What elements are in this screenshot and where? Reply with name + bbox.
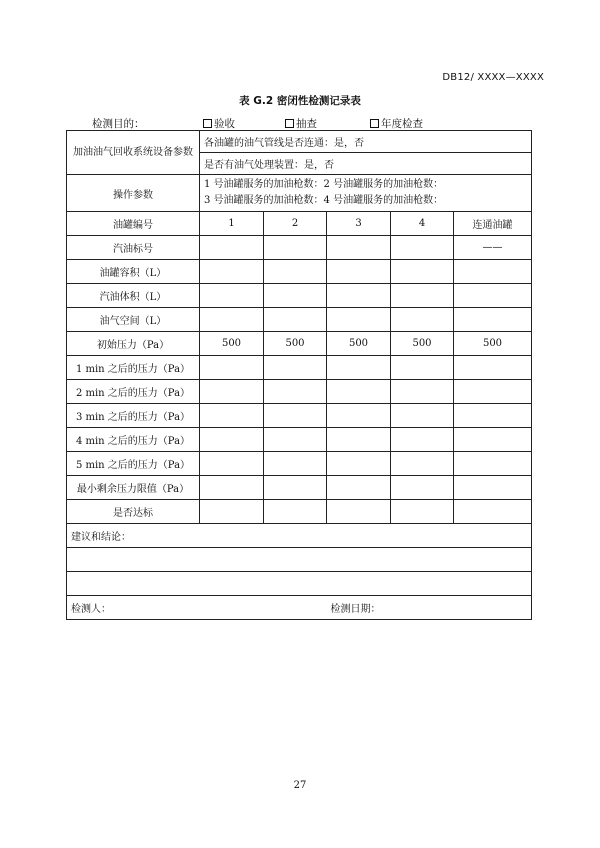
row-label: 油罐容积（L） [67,260,200,284]
data-cell[interactable] [391,476,454,500]
row-label: 5 min 之后的压力（Pa） [67,452,200,476]
airtightness-record-table [66,130,532,620]
table-row [67,260,532,284]
nozzle-count-line: 3 号油罐服务的加油枪数：4 号油罐服务的加油枪数： [204,195,444,206]
conclusion-blank-row [67,548,532,572]
data-cell[interactable]: 500 [200,332,264,356]
data-cell[interactable] [454,356,532,380]
data-cell[interactable] [327,260,391,284]
data-cell[interactable] [327,236,391,260]
data-cell[interactable] [454,452,532,476]
data-cell[interactable] [200,428,264,452]
data-cell[interactable] [391,452,454,476]
vrs-param-label: 加油油气回收系统设备参数 [67,131,200,175]
conclusion-field[interactable] [67,572,532,596]
data-cell[interactable] [200,476,264,500]
table-row [67,332,532,356]
data-cell[interactable] [454,380,532,404]
table-row [67,404,532,428]
processing-device-question[interactable]: 是否有油气处理装置：是，否 [200,153,532,175]
data-cell[interactable] [454,404,532,428]
data-cell[interactable] [391,356,454,380]
row-label: 1 min 之后的压力（Pa） [67,356,200,380]
data-cell[interactable] [264,500,327,524]
data-cell[interactable] [391,236,454,260]
data-cell[interactable] [327,428,391,452]
data-cell[interactable] [264,308,327,332]
data-cell[interactable] [200,452,264,476]
purpose-option-label: 抽查 [296,118,317,130]
purpose-option-spot-check[interactable] [285,116,317,131]
conclusion-label: 建议和结论： [67,524,532,548]
operation-param-label: 操作参数 [67,175,200,212]
operation-param-value[interactable] [200,175,532,212]
table-caption: 表 G.2 密闭性检测记录表 [239,95,361,107]
data-cell[interactable] [264,404,327,428]
tank-number-cell: 2 [264,212,327,236]
inspector-field[interactable]: 检测人： [67,596,327,620]
table-row [67,175,532,212]
data-cell[interactable] [200,308,264,332]
data-cell[interactable] [200,500,264,524]
row-label: 汽油标号 [67,236,200,260]
data-cell[interactable] [454,476,532,500]
row-label: 4 min 之后的压力（Pa） [67,428,200,452]
data-cell[interactable] [327,476,391,500]
conclusion-row [67,524,532,548]
conclusion-blank-row [67,572,532,596]
conclusion-field[interactable] [67,548,532,572]
data-cell[interactable] [264,356,327,380]
data-cell[interactable] [454,500,532,524]
inspection-date-field[interactable]: 检测日期： [327,596,532,620]
tank-number-cell: 3 [327,212,391,236]
tank-number-cell: 1 [200,212,264,236]
purpose-option-annual[interactable] [370,116,423,131]
data-cell[interactable] [327,500,391,524]
data-cell[interactable]: 500 [264,332,327,356]
data-cell[interactable]: —— [454,236,532,260]
tank-number-cell: 连通油罐 [454,212,532,236]
data-cell[interactable] [391,428,454,452]
data-cell[interactable] [200,356,264,380]
data-cell[interactable] [200,236,264,260]
nozzle-count-line: 1 号油罐服务的加油枪数：2 号油罐服务的加油枪数： [204,179,444,190]
checkbox-icon[interactable] [203,119,212,128]
data-cell[interactable] [327,404,391,428]
data-cell[interactable] [264,452,327,476]
purpose-option-label: 验收 [214,118,235,130]
data-cell[interactable] [327,380,391,404]
data-cell[interactable] [454,308,532,332]
data-cell[interactable] [454,260,532,284]
row-label: 2 min 之后的压力（Pa） [67,380,200,404]
inspection-purpose [92,116,532,130]
table-row [67,476,532,500]
data-cell[interactable] [391,500,454,524]
data-cell[interactable] [264,284,327,308]
tank-number-cell: 4 [391,212,454,236]
tank-number-header-row [67,212,532,236]
data-cell[interactable] [327,356,391,380]
row-label: 初始压力（Pa） [67,332,200,356]
data-cell[interactable] [264,428,327,452]
purpose-option-acceptance[interactable] [203,116,235,131]
tank-number-label: 油罐编号 [67,212,200,236]
page-number: 27 [293,780,307,791]
data-cell[interactable]: 500 [391,332,454,356]
data-cell[interactable] [200,260,264,284]
data-cell[interactable] [454,284,532,308]
data-cell[interactable]: 500 [454,332,532,356]
checkbox-icon[interactable] [285,119,294,128]
row-label: 3 min 之后的压力（Pa） [67,404,200,428]
table-row [67,452,532,476]
data-cell[interactable] [391,260,454,284]
row-label: 汽油体积（L） [67,284,200,308]
document-code: DB12/ XXXX—XXXX [442,72,544,83]
data-cell[interactable] [264,380,327,404]
table-row [67,500,532,524]
data-cell[interactable] [391,380,454,404]
data-cell[interactable] [391,284,454,308]
table-row [67,131,532,153]
signature-row [67,596,532,620]
row-label: 是否达标 [67,500,200,524]
data-cell[interactable] [264,260,327,284]
table-row [67,284,532,308]
table-row [67,380,532,404]
data-cell[interactable] [200,380,264,404]
table-row [67,356,532,380]
table-row [67,428,532,452]
data-cell[interactable] [327,284,391,308]
data-cell[interactable] [327,452,391,476]
table-row [67,308,532,332]
data-cell[interactable] [200,284,264,308]
data-cell[interactable] [327,308,391,332]
data-cell[interactable]: 500 [327,332,391,356]
data-cell[interactable] [391,308,454,332]
checkbox-icon[interactable] [370,119,379,128]
row-label: 最小剩余压力限值（Pa） [67,476,200,500]
data-cell[interactable] [264,476,327,500]
data-cell[interactable] [391,404,454,428]
purpose-option-label: 年度检查 [381,118,423,130]
pipeline-connected-question[interactable]: 各油罐的油气管线是否连通：是，否 [200,131,532,153]
purpose-label: 检测目的： [92,118,145,130]
data-cell[interactable] [200,404,264,428]
row-label: 油气空间（L） [67,308,200,332]
data-cell[interactable] [264,236,327,260]
table-row [67,236,532,260]
data-cell[interactable] [454,428,532,452]
